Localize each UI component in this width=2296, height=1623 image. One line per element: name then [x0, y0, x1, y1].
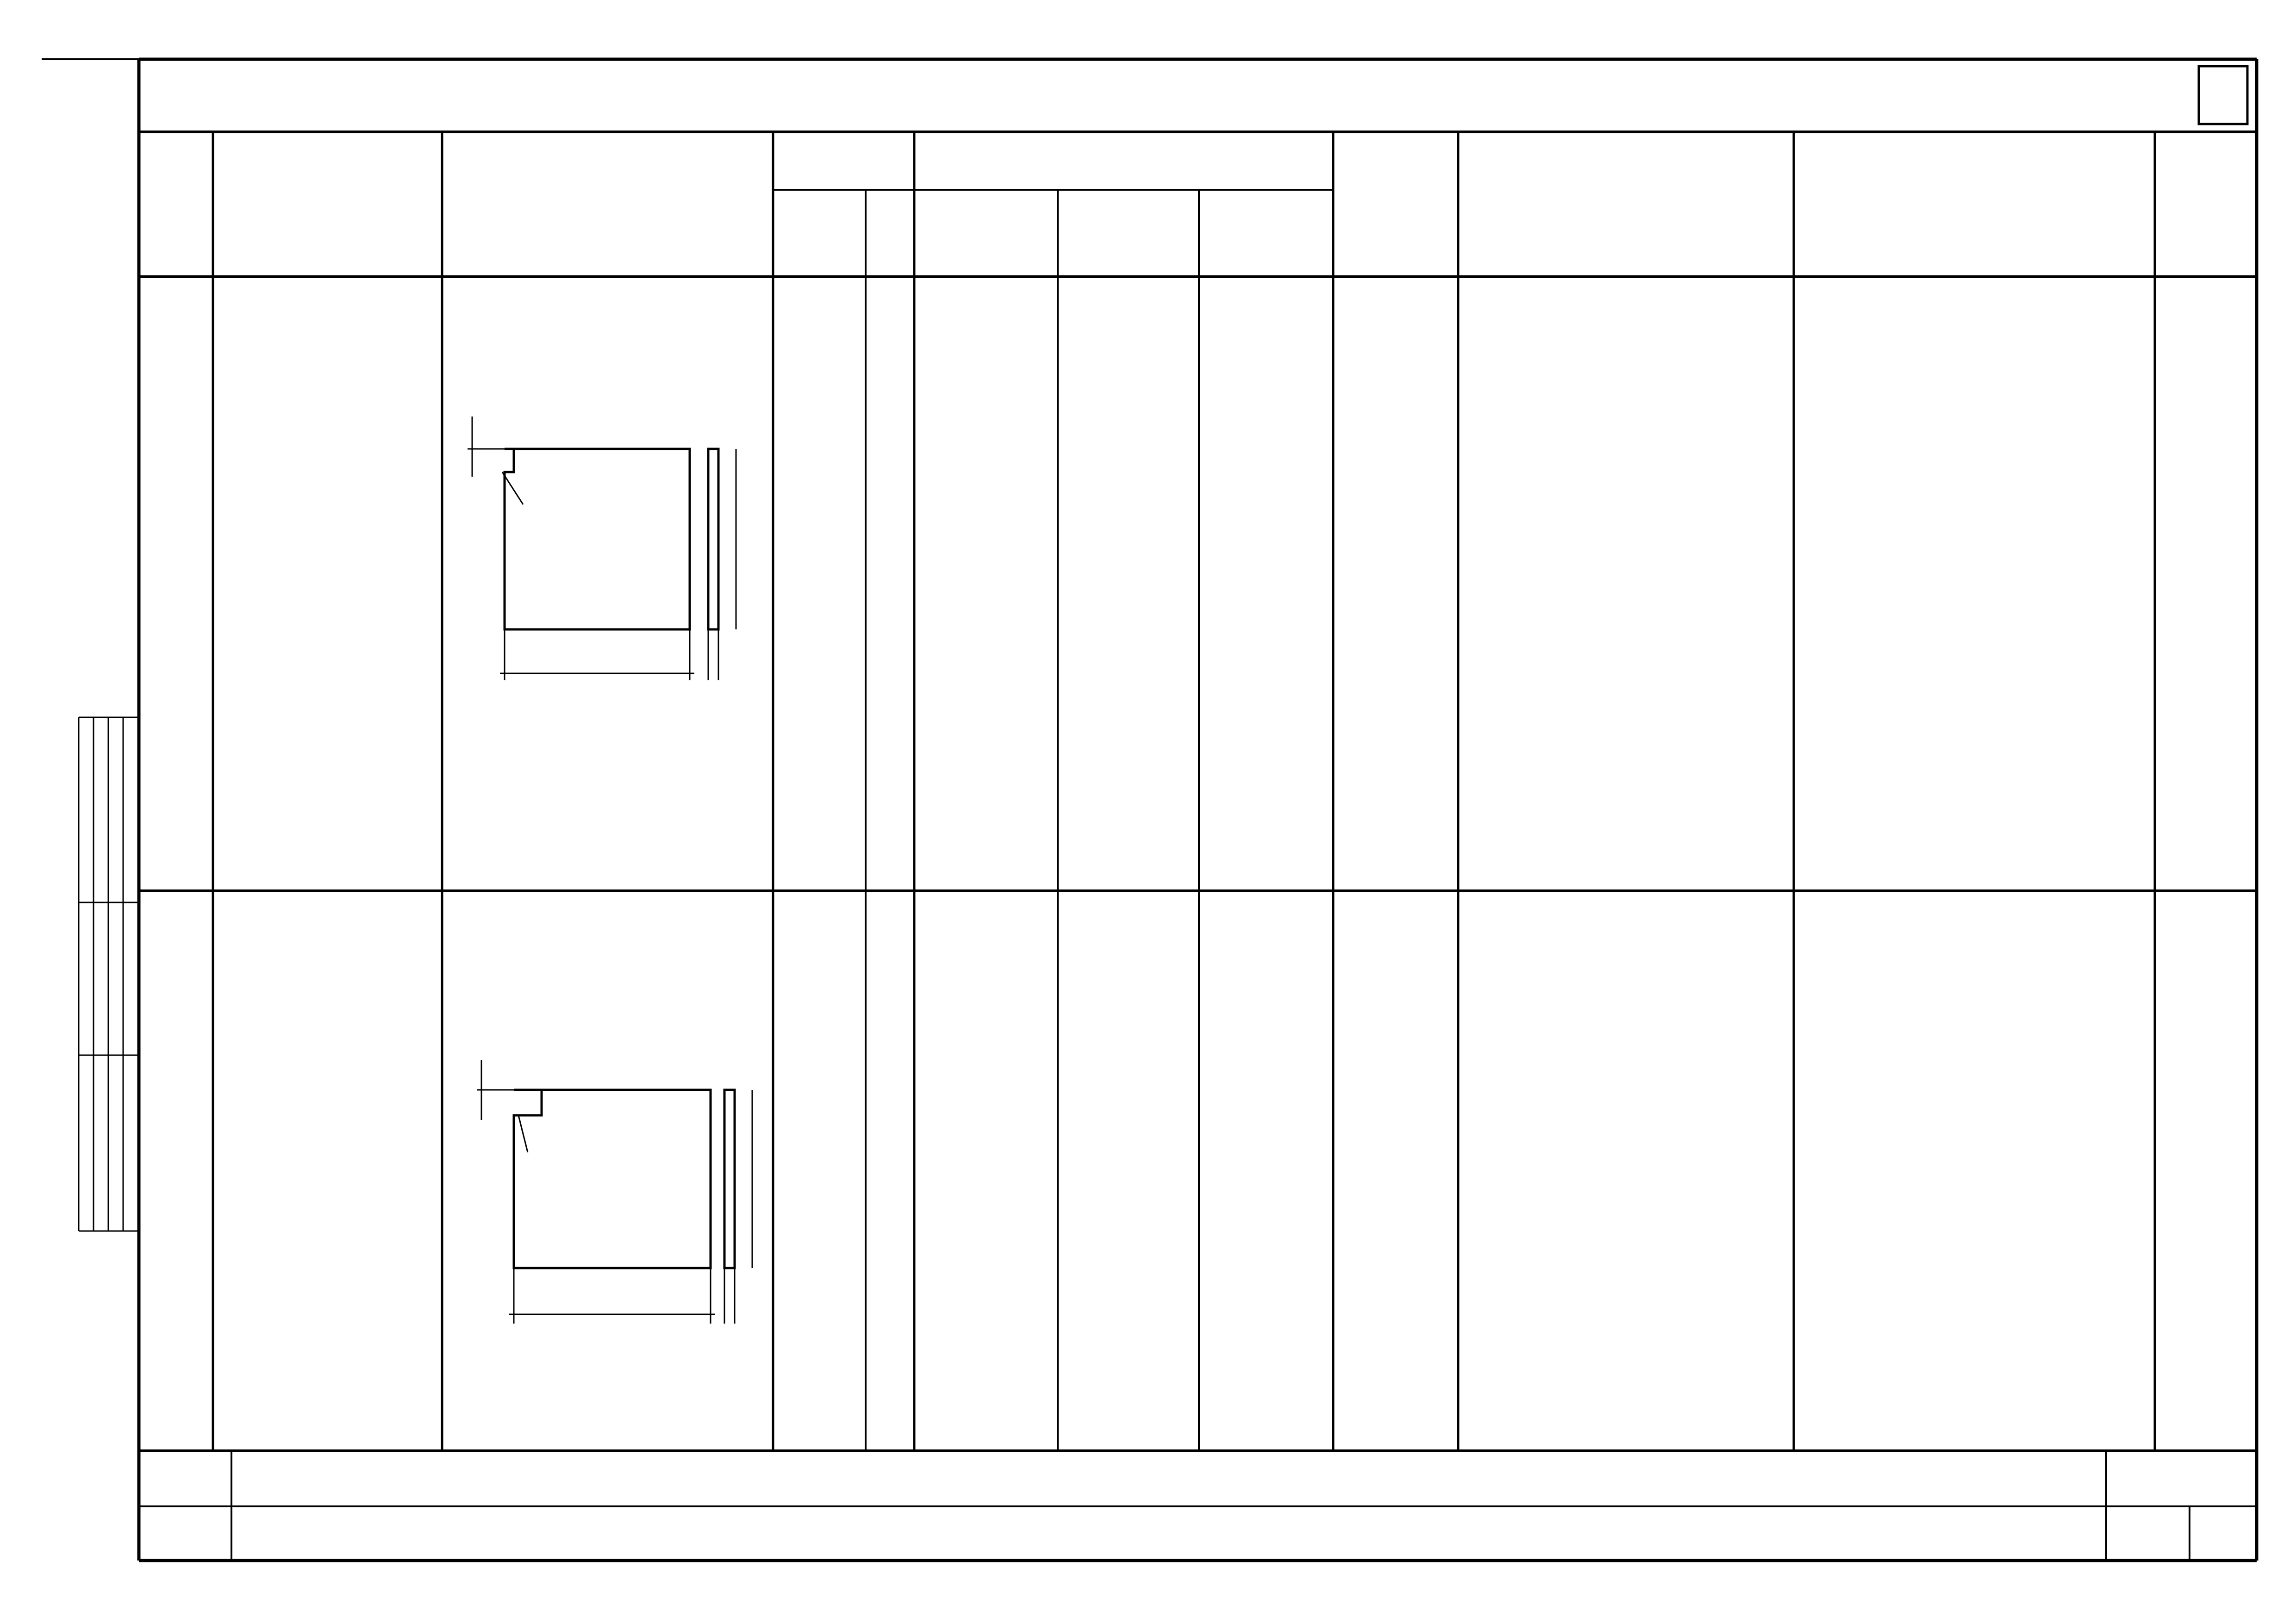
panel-outline-a [505, 449, 690, 629]
panel-outline-b [514, 1090, 711, 1268]
sketch-b [477, 1060, 752, 1324]
corner-number-box [2199, 66, 2247, 124]
panel-edge-a [708, 449, 718, 629]
panel-edge-b [724, 1090, 735, 1268]
sketch-a [468, 417, 736, 680]
